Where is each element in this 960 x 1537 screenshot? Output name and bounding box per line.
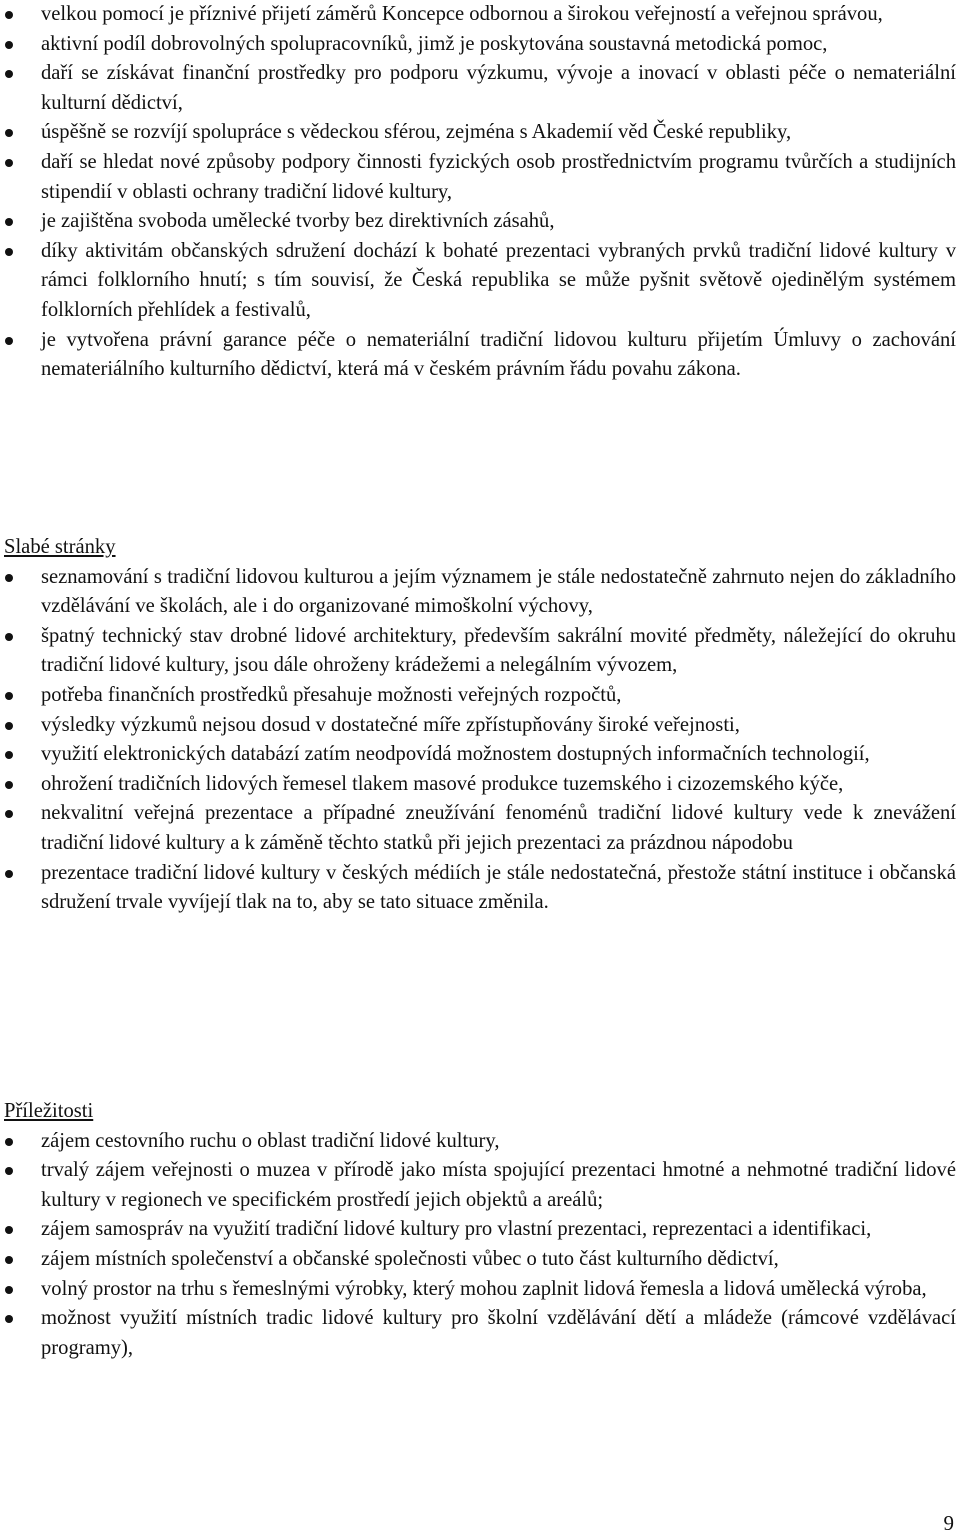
page-number: 9 <box>943 1511 954 1535</box>
list-item: zájem samospráv na využití tradiční lidové kultury pro vlastní prezentaci, reprezentaci a identifikaci, <box>0 1215 960 1245</box>
list-item: aktivní podíl dobrovolných spolupracovníků, jimž je poskytována soustavná metodická pomoc, <box>0 30 960 60</box>
list-item: úspěšně se rozvíjí spolupráce s vědeckou sférou, zejména s Akademií věd České republiky, <box>0 118 960 148</box>
list-item: je zajištěna svoboda umělecké tvorby bez direktivních zásahů, <box>0 207 960 237</box>
weaknesses-section <box>0 533 960 918</box>
list-item: seznamování s tradiční lidovou kulturou a jejím významem je stále nedostatečně zahrnuto nejen do základního vzdělávání ve školách, ale i do organizované mimoškolní výchovy, <box>0 563 960 622</box>
strengths-continued-section <box>0 0 960 385</box>
list-item: nekvalitní veřejná prezentace a případné zneužívání fenoménů tradiční lidové kultury vede k znevážení tradiční lidové kultury a k záměně těchto statků při jejich prezentaci za prázdnou nápodobu <box>0 799 960 858</box>
list-item: výsledky výzkumů nejsou dosud v dostatečné míře zpřístupňovány široké veřejnosti, <box>0 711 960 741</box>
list-item: daří se získávat finanční prostředky pro podporu výzkumu, vývoje a inovací v oblasti péče o nemateriální kulturní dědictví, <box>0 59 960 118</box>
list-item: zájem cestovního ruchu o oblast tradiční lidové kultury, <box>0 1127 960 1157</box>
opportunities-list <box>0 1127 960 1364</box>
list-item: volný prostor na trhu s řemeslnými výrobky, který mohou zaplnit lidová řemesla a lidová umělecká výroba, <box>0 1275 960 1305</box>
weaknesses-heading: Slabé stránky <box>4 536 116 558</box>
opportunities-section <box>0 1097 960 1363</box>
list-item: ohrožení tradičních lidových řemesel tlakem masové produkce tuzemského i cizozemského kýče, <box>0 770 960 800</box>
list-item: špatný technický stav drobné lidové architektury, především sakrální movité předměty, náležející do okruhu tradiční lidové kultury, jsou dále ohroženy krádežemi a nelegálním vývozem, <box>0 622 960 681</box>
list-item: daří se hledat nové způsoby podpory činnosti fyzických osob prostřednictvím programu tvůrčích a studijních stipendií v oblasti ochrany tradiční lidové kultury, <box>0 148 960 207</box>
list-item: prezentace tradiční lidové kultury v českých médiích je stále nedostatečná, přestože státní instituce i občanská sdružení trvale vyvíjejí tlak na to, aby se tato situace změnila. <box>0 859 960 918</box>
opportunities-heading: Příležitosti <box>4 1100 94 1122</box>
strengths-list <box>0 0 960 385</box>
list-item: využití elektronických databází zatím neodpovídá možnostem dostupných informačních technologií, <box>0 740 960 770</box>
list-item: je vytvořena právní garance péče o nemateriální tradiční lidovou kulturu přijetím Úmluvy o zachování nemateriálního kulturního dědictví, která má v českém právním řádu povahu zákona. <box>0 326 960 385</box>
list-item: zájem místních společenství a občanské společnosti vůbec o tuto část kulturního dědictví, <box>0 1245 960 1275</box>
list-item: možnost využití místních tradic lidové kultury pro školní vzdělávání dětí a mládeže (rámcové vzdělávací programy), <box>0 1304 960 1363</box>
list-item: velkou pomocí je příznivé přijetí záměrů Koncepce odbornou a širokou veřejností a veřejnou správou, <box>0 0 960 30</box>
weaknesses-list <box>0 563 960 918</box>
list-item: díky aktivitám občanských sdružení dochází k bohaté prezentaci vybraných prvků tradiční lidové kultury v rámci folklorního hnutí; s tím souvisí, že Česká republika se může pyšnit světově ojedinělým systémem folklorních přehlídek a festivalů, <box>0 237 960 326</box>
list-item: potřeba finančních prostředků přesahuje možnosti veřejných rozpočtů, <box>0 681 960 711</box>
list-item: trvalý zájem veřejnosti o muzea v přírodě jako místa spojující prezentaci hmotné a nehmotné tradiční lidové kultury v regionech ve specifickém prostředí jejich objektů a areálů; <box>0 1156 960 1215</box>
